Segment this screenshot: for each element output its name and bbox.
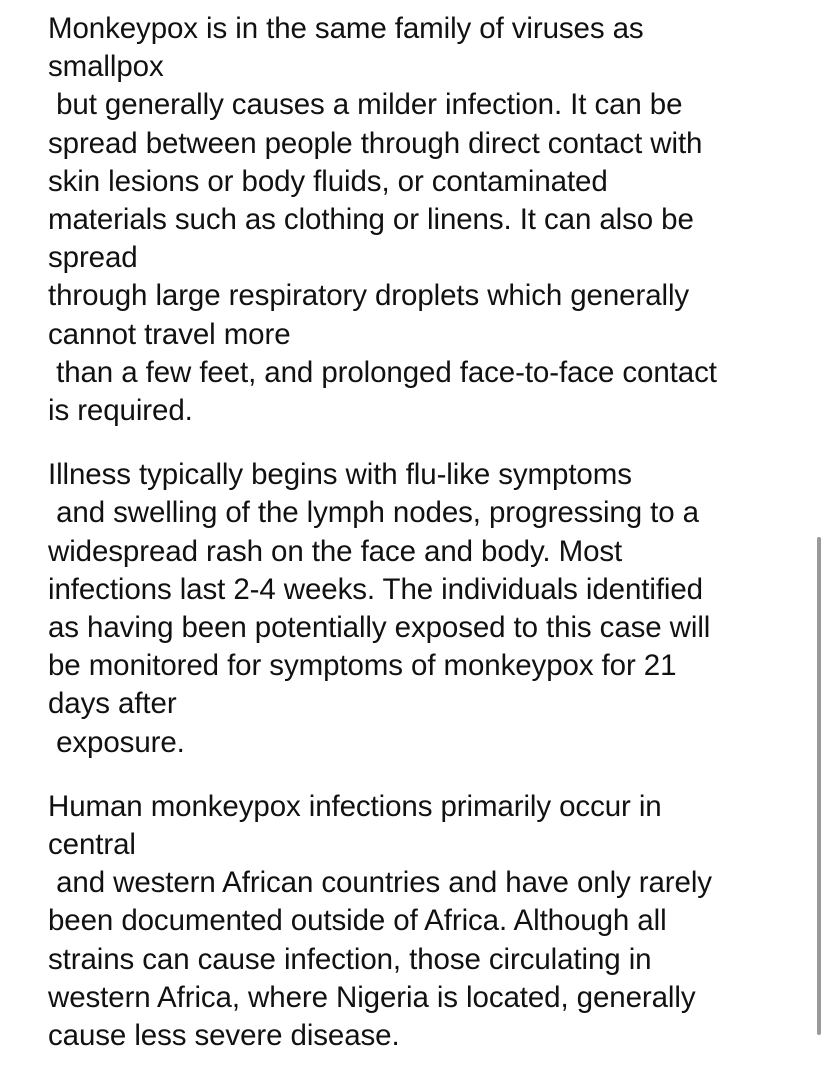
- text-line: Illness typically begins with flu-like symptoms: [48, 458, 632, 492]
- paragraph-2: [48, 456, 818, 762]
- text-line: spread: [48, 241, 138, 275]
- text-line: widespread rash on the face and body. Most: [48, 534, 623, 568]
- vertical-scrollbar[interactable]: [817, 537, 821, 1035]
- text-line: central: [48, 828, 136, 862]
- text-line: than a few feet, and prolonged face-to-face contact: [48, 355, 717, 389]
- text-line: smallpox: [48, 50, 164, 84]
- text-line: Human monkeypox infections primarily occur in: [48, 789, 662, 823]
- text-line: as having been potentially exposed to this case will: [48, 611, 711, 645]
- text-line: is required.: [48, 394, 193, 428]
- text-line: and western African countries and have only rarely: [48, 866, 712, 900]
- text-line: cause less severe disease.: [48, 1019, 400, 1053]
- text-line: days after: [48, 687, 177, 721]
- article-text: [48, 10, 818, 1081]
- text-line: western Africa, where Nigeria is located, generally: [48, 980, 696, 1014]
- text-line: Monkeypox is in the same family of viruses as: [48, 12, 644, 45]
- text-line: been documented outside of Africa. Although all: [48, 904, 667, 938]
- text-line: but generally causes a milder infection. It can be: [48, 88, 683, 122]
- paragraph-3: [48, 788, 818, 1055]
- text-line: skin lesions or body fluids, or contaminated: [48, 164, 608, 198]
- text-line: through large respiratory droplets which generally: [48, 279, 690, 313]
- text-line: materials such as clothing or linens. It can also be: [48, 203, 694, 237]
- text-line: spread between people through direct contact with: [48, 126, 703, 160]
- text-line: exposure.: [48, 725, 185, 759]
- text-line: strains can cause infection, those circulating in: [48, 942, 652, 976]
- text-line: and swelling of the lymph nodes, progressing to a: [48, 496, 699, 530]
- text-line: infections last 2-4 weeks. The individuals identified: [48, 572, 703, 606]
- text-line: cannot travel more: [48, 317, 291, 351]
- text-line: be monitored for symptoms of monkeypox for 21: [48, 649, 677, 683]
- paragraph-1: [48, 10, 818, 430]
